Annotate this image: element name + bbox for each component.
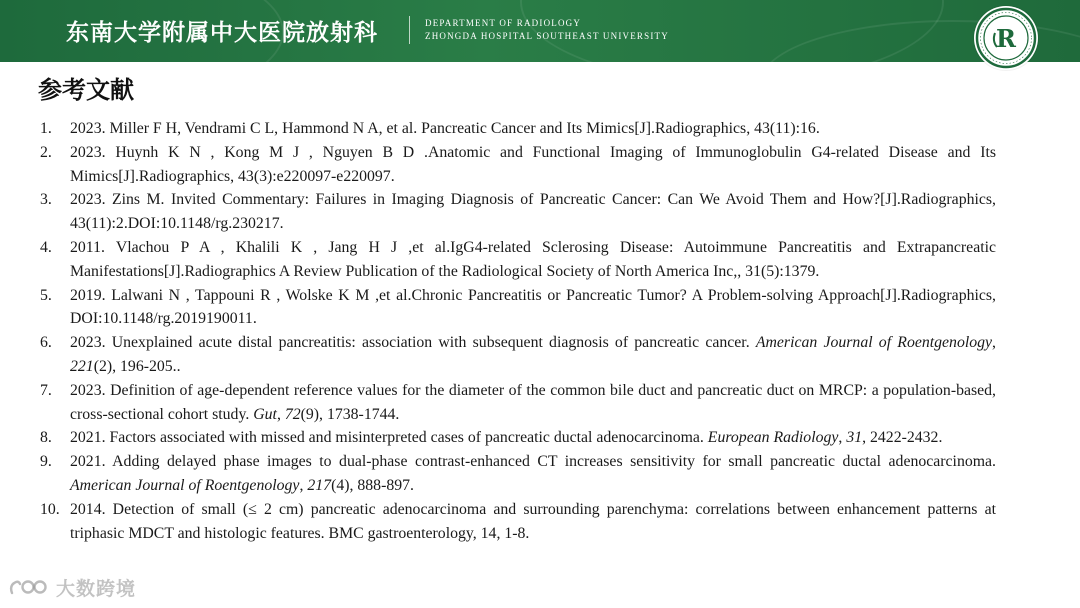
- reference-segment: 2021. Factors associated with missed and misinterpreted cases of pancreatic ductal adenocarcinoma.: [70, 429, 708, 447]
- reference-segment: 2011. Vlachou P A , Khalili K , Jang H J ,et al.IgG4-related Sclerosing Disease: Autoimmune Pancreatitis and Extrapancreatic Manifestations[J].Radiographics A Review Publication of the Radiological Society of North America Inc,, 31(5):1379.: [70, 238, 996, 280]
- reference-number: 2.: [40, 143, 52, 161]
- reference-segment: (4), 888-897.: [331, 476, 414, 494]
- reference-item: [40, 236, 996, 284]
- reference-text: [70, 498, 996, 546]
- reference-segment: ,: [992, 334, 996, 352]
- title-divider: [409, 16, 410, 44]
- reference-number: 8.: [40, 429, 52, 447]
- department-line-2: ZHONGDA HOSPITAL SOUTHEAST UNIVERSITY: [425, 31, 669, 41]
- reference-text: [70, 379, 996, 427]
- reference-item: [40, 117, 996, 141]
- reference-italic-segment: 217: [307, 476, 332, 494]
- reference-item: [40, 188, 996, 236]
- reference-italic-segment: European Radiology: [707, 429, 839, 447]
- reference-segment: (9), 1738-1744.: [300, 405, 400, 423]
- reference-segment: 2023. Unexplained acute distal pancreatitis: association with subsequent diagnosis of pancreatic cancer.: [70, 334, 756, 352]
- hospital-title: 东南大学附属中大医院放射科: [66, 19, 378, 46]
- logo-letter: R: [996, 24, 1016, 53]
- reference-text: [70, 117, 996, 141]
- reference-italic-segment: American Journal of Roentgenology: [755, 334, 993, 352]
- reference-italic-segment: Gut: [253, 405, 277, 423]
- header-banner: [0, 0, 1080, 62]
- reference-segment: 2023. Zins M. Invited Commentary: Failures in Imaging Diagnosis of Pancreatic Cancer: Can We Avoid Them and How?[J].Radiographics, 43(11):2.DOI:10.1148/rg.230217.: [70, 191, 996, 233]
- reference-segment: ,: [838, 429, 847, 447]
- reference-number: 7.: [40, 381, 52, 399]
- reference-italic-segment: 72: [284, 405, 301, 423]
- reference-segment: 2019. Lalwani N , Tappouni R , Wolske K M ,et al.Chronic Pancreatitis or Pancreatic Tumor? A Problem-solving Approach[J].Radiographics, DOI:10.1148/rg.2019190011.: [70, 286, 996, 328]
- reference-item: [40, 450, 996, 498]
- reference-segment: ,: [299, 476, 308, 494]
- reference-segment: (2), 196-205..: [93, 357, 181, 375]
- reference-number: 5.: [40, 286, 52, 304]
- reference-text: [70, 284, 996, 332]
- reference-segment: 2023. Definition of age-dependent reference values for the diameter of the common bile duct and pancreatic duct on MRCP: a population-based, cross-sectional cohort study.: [70, 381, 996, 423]
- reference-number: 9.: [40, 453, 52, 471]
- watermark-text: 大数跨境: [56, 578, 137, 600]
- reference-italic-segment: 31: [846, 429, 863, 447]
- reference-text: [70, 426, 996, 450]
- department-line-1: DEPARTMENT OF RADIOLOGY: [425, 18, 582, 28]
- page-title: 参考文献: [38, 76, 134, 104]
- reference-list: [40, 117, 996, 545]
- reference-segment: 2014. Detection of small (≤ 2 cm) pancreatic adenocarcinoma and surrounding parenchyma: correlations between enhancement patterns at triphasic MDCT and histologic features. BMC gastroenterology, 14, 1-8.: [70, 500, 996, 542]
- reference-segment: 2023. Huynh K N , Kong M J , Nguyen B D .Anatomic and Functional Imaging of Immunoglobulin G4-related Disease and Its Mimics[J].Radiographics, 43(3):e220097-e220097.: [70, 143, 996, 185]
- reference-item: [40, 331, 996, 379]
- reference-text: [70, 331, 996, 379]
- reference-segment: 2021. Adding delayed phase images to dual-phase contrast-enhanced CT increases sensitivity for small pancreatic ductal adenocarcinoma.: [70, 453, 996, 471]
- reference-segment: 2023. Miller F H, Vendrami C L, Hammond N A, et al. Pancreatic Cancer and Its Mimics[J].Radiographics, 43(11):16.: [70, 120, 820, 137]
- reference-number: 6.: [40, 334, 52, 352]
- reference-number: 10.: [40, 500, 60, 518]
- reference-text: [70, 450, 996, 498]
- reference-item: [40, 498, 996, 546]
- reference-item: [40, 426, 996, 450]
- reference-italic-segment: American Journal of Roentgenology: [70, 476, 300, 494]
- reference-number: 3.: [40, 191, 52, 209]
- reference-number: 4.: [40, 238, 52, 256]
- reference-number: 1.: [40, 120, 52, 137]
- watermark: [8, 574, 136, 601]
- reference-segment: , 2422-2432.: [862, 429, 943, 447]
- reference-italic-segment: 221: [70, 357, 94, 375]
- watermark-logo-icon: [8, 577, 50, 599]
- hospital-emblem-icon: [974, 6, 1038, 70]
- reference-text: [70, 236, 996, 284]
- reference-text: [70, 141, 996, 189]
- reference-item: [40, 284, 996, 332]
- reference-item: [40, 379, 996, 427]
- department-english-name: [425, 17, 669, 43]
- reference-item: [40, 141, 996, 189]
- reference-segment: ,: [276, 405, 285, 423]
- reference-text: [70, 188, 996, 236]
